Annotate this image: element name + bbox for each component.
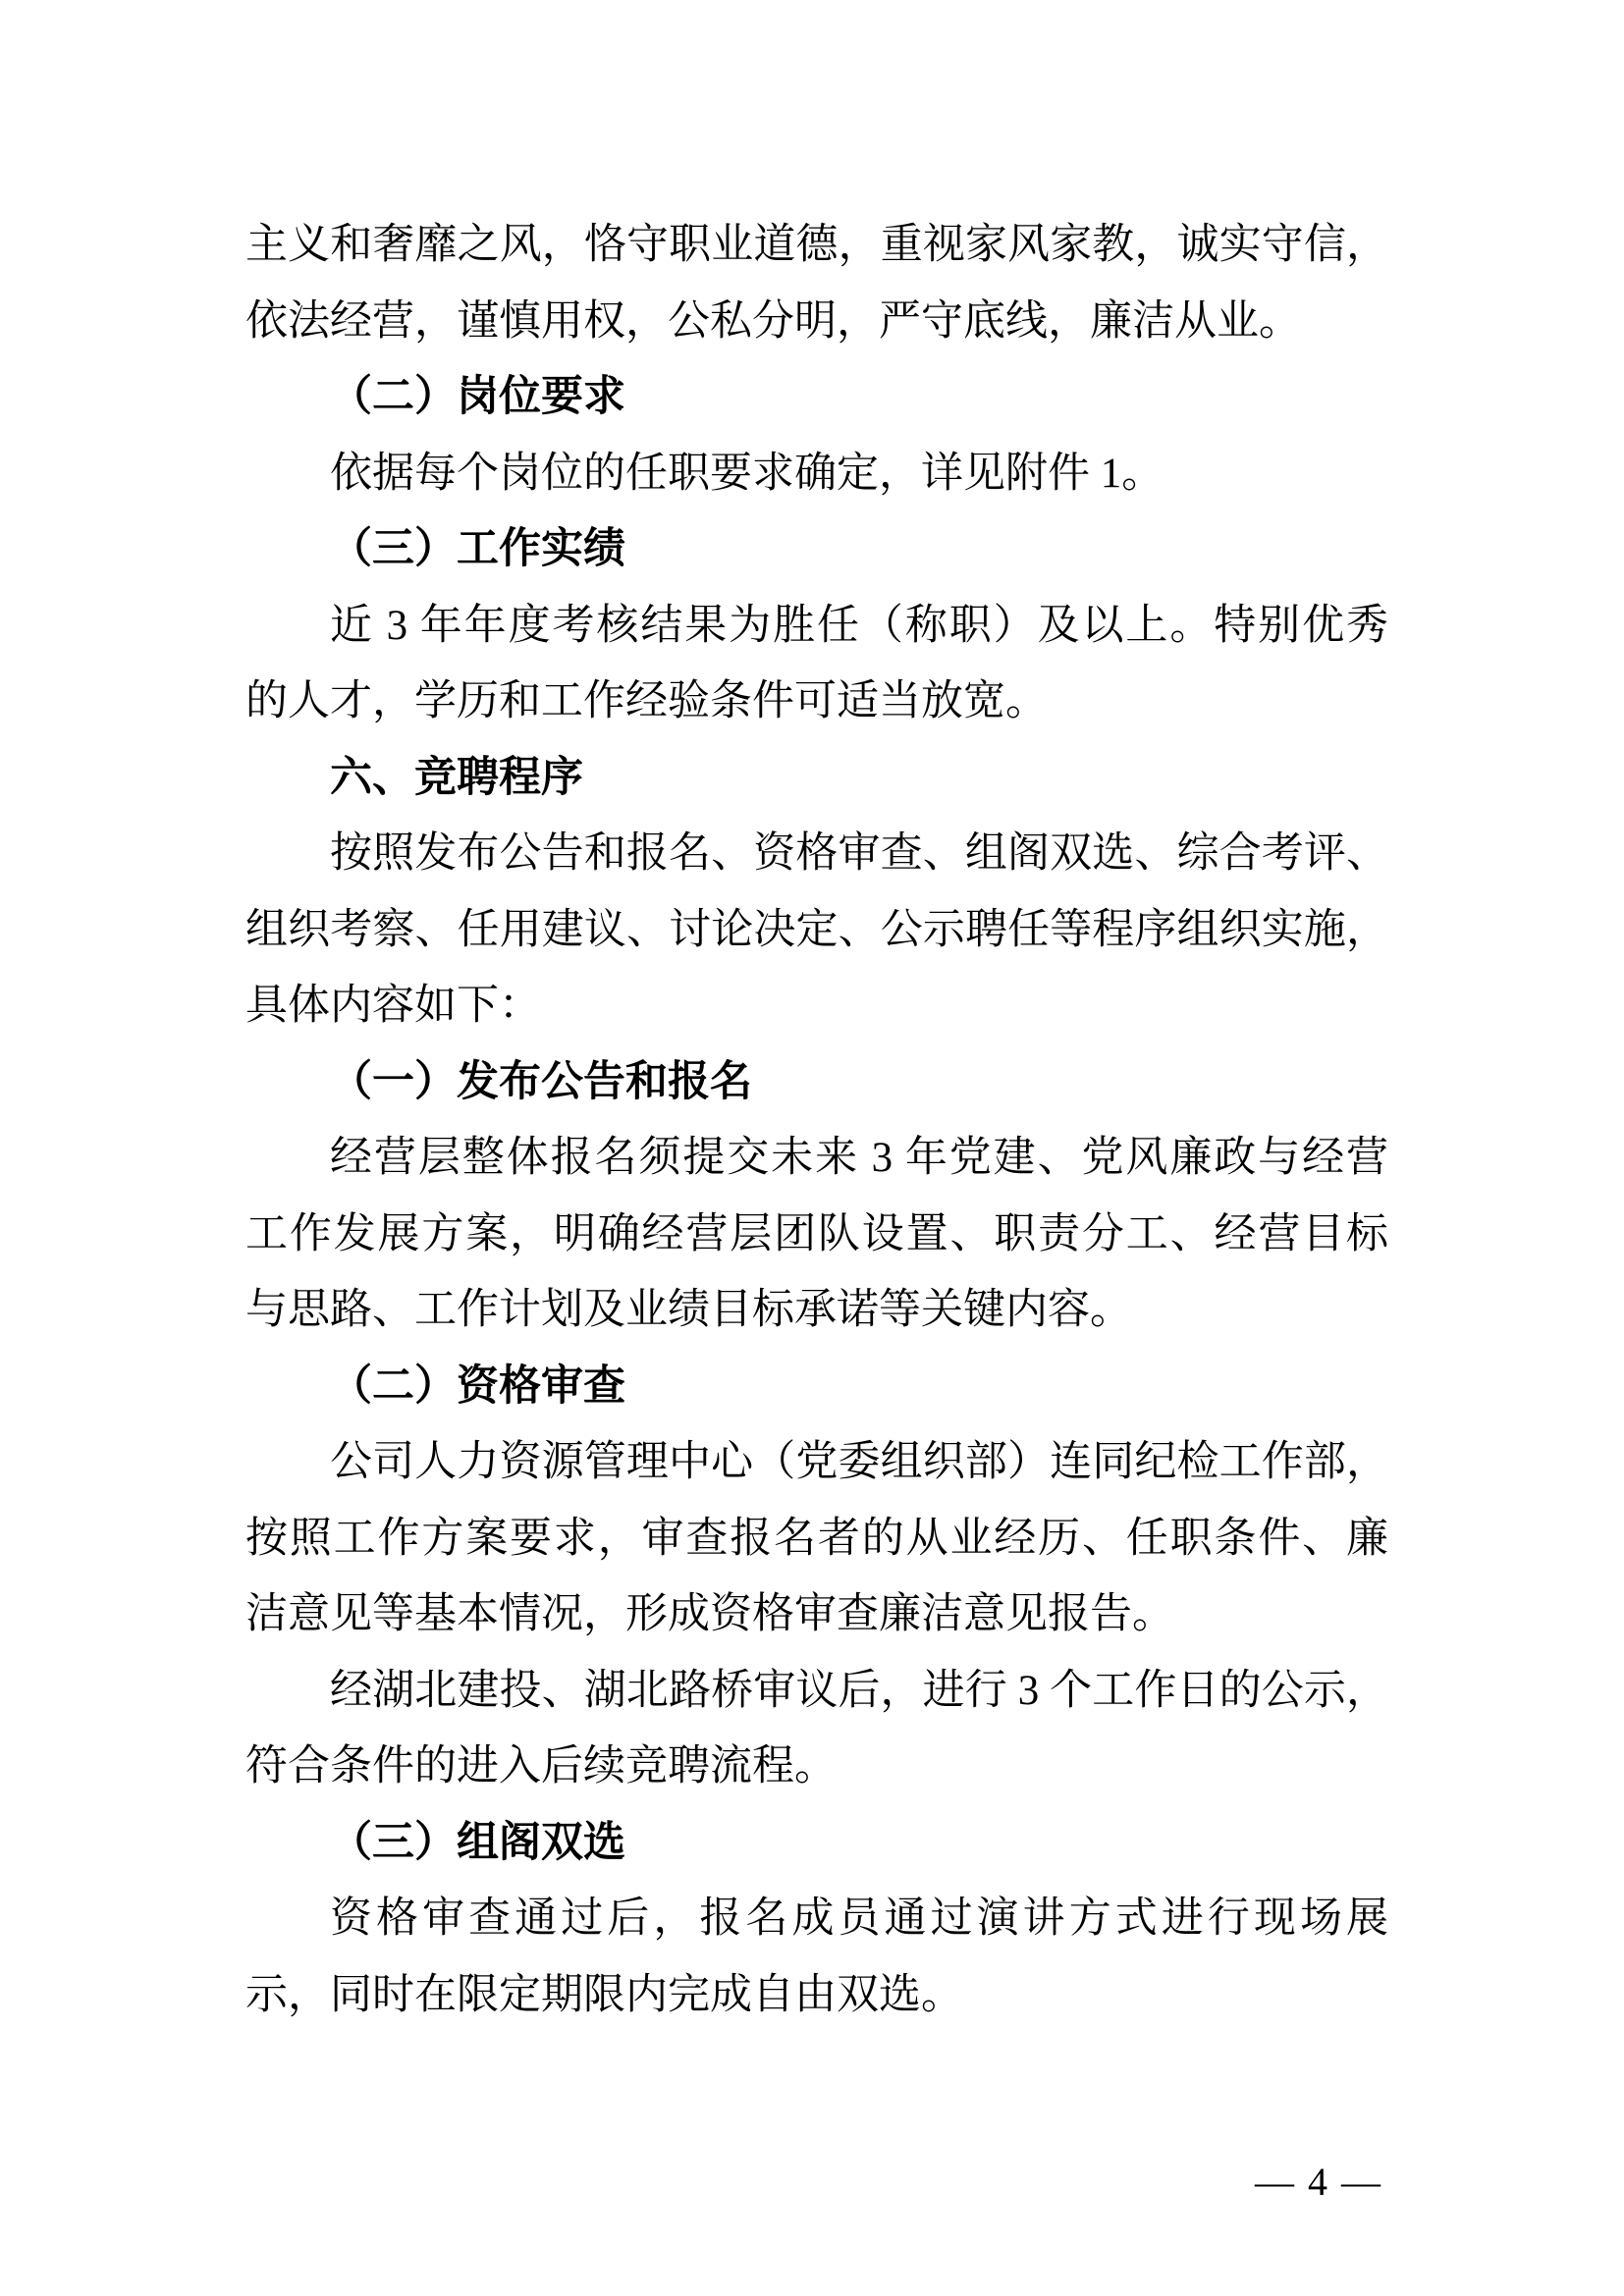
paragraph-line: 组织考察、任用建议、讨论决定、公示聘任等程序组织实施， [245,906,1388,953]
paragraph-line: 经营层整体报名须提交未来 3 年党建、党风廉政与经营 [330,1135,1388,1181]
paragraph-line: 与思路、工作计划及业绩目标承诺等关键内容。 [245,1287,1132,1333]
paragraph-line: 按照工作方案要求，审查报名者的从业经历、任职条件、廉 [245,1515,1388,1562]
paragraph-line: 经湖北建投、湖北路桥审议后，进行 3 个工作日的公示， [330,1667,1388,1714]
paragraph-line: 资格审查通过后，报名成员通过演讲方式进行现场展 [330,1896,1388,1942]
paragraph-line: 公司人力资源管理中心（党委组织部）连同纪检工作部， [330,1439,1388,1485]
paragraph-line: 依据每个岗位的任职要求确定，详见附件 1。 [330,450,1164,497]
paragraph-line: 工作发展方案，明确经营层团队设置、职责分工、经营目标 [245,1210,1388,1257]
paragraph-line: 符合条件的进入后续竞聘流程。 [245,1743,837,1789]
paragraph-line: 示，同时在限定期限内完成自由双选。 [245,1971,963,2018]
paragraph-line: 依法经营，谨慎用权，公私分明，严守底线，廉洁从业。 [245,297,1301,345]
section-heading: 六、竞聘程序 [330,753,583,801]
paragraph-line: 的人才，学历和工作经验条件可适当放宽。 [245,678,1048,724]
paragraph-line: 主义和奢靡之风，恪守职业道德，重视家风家教，诚实守信， [245,222,1388,268]
paragraph-line: 近 3 年年度考核结果为胜任（称职）及以上。特别优秀 [330,602,1388,649]
section-heading: （三）组阁双选 [330,1819,625,1866]
paragraph-line: 按照发布公告和报名、资格审查、组阁双选、综合考评、 [330,830,1388,877]
page-number: — 4 — [1255,2160,1382,2204]
section-heading: （二）岗位要求 [330,374,625,420]
section-heading: （三）工作实绩 [330,526,625,572]
section-heading: （二）资格审查 [330,1362,625,1410]
paragraph-line: 具体内容如下： [245,983,541,1029]
document-body [245,207,1388,2033]
section-heading: （一）发布公告和报名 [330,1058,752,1105]
paragraph-line: 洁意见等基本情况，形成资格审查廉洁意见报告。 [245,1591,1174,1637]
